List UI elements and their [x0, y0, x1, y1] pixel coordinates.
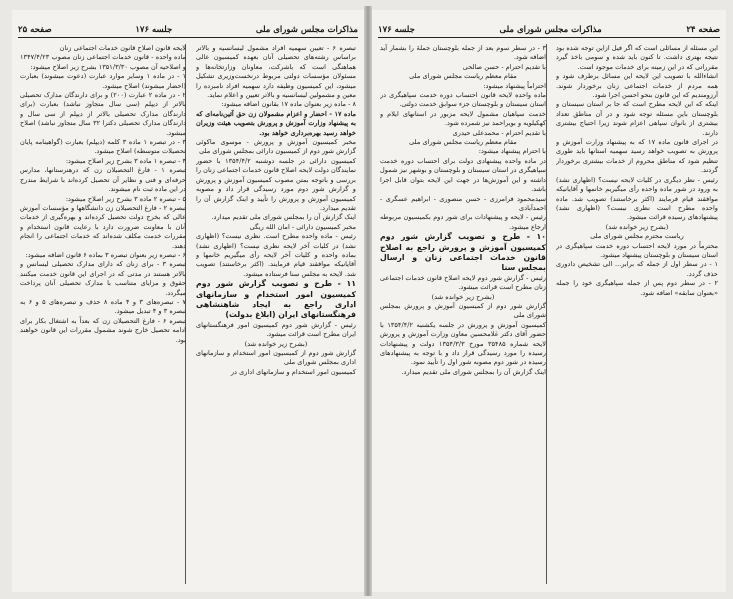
- right-session-label: جلسه ۱۷۶: [378, 25, 415, 35]
- paragraph: ۲ - در ماده ۲ عبارت (۲۰۰) و برای دارندگان مدارک تحصیلی بالاتر از دیپلم (سی سال متجاوز نباشد) بعبارت (برای دارندگان مدارک تحصیلی بالاتر از دیپلم از سی سال و دارندگان مدارک تحصیلی دکترا ۳۲ سال متجاوز نباشد) اصلاح میشود.: [20, 91, 186, 137]
- right-page-column-2: [380, 44, 546, 586]
- left-page-column-2: [20, 44, 186, 586]
- book-gutter: [364, 6, 372, 596]
- paragraph: ۴ - تبصره ۱ ماده ۳ بشرح زیر اصلاح میشود:: [65, 156, 186, 165]
- paragraph: اینک گزارش آن را بمجلس شورای ملی تقدیم میدارد.: [401, 367, 546, 376]
- paragraph: ۸ - ماده زیر بعنوان ماده ۱۷ بقانون اضافه میشود:: [221, 100, 356, 109]
- paragraph: مقام معظم ریاست مجلس شورای ملی: [409, 72, 517, 81]
- paragraph: احتراماً پیشنهاد میشود:: [483, 81, 546, 90]
- paragraph: تبصره ۱ - فارغ التحصیلان زن که درهنرستانها، مدارس حرفه‌ای و فنی و نظایر آن تحصیل کرده‌اند با شرایط مندرج در این ماده ثبت نام میشوند.: [20, 166, 186, 194]
- paragraph: در ماده واحده پیشنهادی دولت برای احتساب دوره خدمت سپاهیگری در استان سیستان و بلوچستان و بوشهر نیز شمول داشته و این آموزش‌ها در جهت این لایحه بتوان قابل اجرا باشد.: [380, 156, 546, 194]
- left-page-title: مذاکرات مجلس شورای ملی: [255, 25, 358, 35]
- left-session-label: جلسه ۱۷۶: [135, 25, 173, 35]
- paragraph: ۱ - در ماده ۱ وسایر موارد عبارت (دعوت میشوند) بعبارت (احضار میشوند) اصلاح میشود.: [20, 72, 186, 90]
- paragraph: با تقدیم احترام - حسن صالحی: [462, 62, 546, 71]
- paragraph: ۱ - در سطر اول از جمله که برابر... الی تشخیص دادوری حذف گردد.: [556, 260, 718, 278]
- paragraph: کمیسیون امور استخدام و سازمانهای اداری در: [230, 367, 356, 376]
- left-page-header: [18, 22, 358, 38]
- paragraph: مخبر کمیسیون دارائی - امان الله ریگی: [249, 222, 356, 231]
- right-page-header: [378, 22, 720, 38]
- paragraph: رئیس - نظر دیگری در کلیات لایحه نیست؟ (اظهاری نشد) به ورود در شور ماده واحده رأی میگیریم خانمها و آقایانیکه موافقند قیام فرمایند (اکثر برخاستند) تصویب شد. ماده واحده مطرح است نظری نیست؟ (اظهاری نشد) پیشنهادهای رسیده قرائت میشود.: [556, 175, 718, 222]
- paragraph: گزارش شور دوم از کمیسیون امور استخدام و سازمانهای اداری بمجلس شورای ملی: [196, 349, 356, 367]
- right-page-number: صفحه ۲۴: [686, 25, 720, 35]
- paragraph: ماده واحده - قانون خدمات اجتماعی زنان مصوب ۱۳۴۷/۴/۲۳ و اصلاحیه آن مصوب ۱۳۵۱/۳/۳۰ بشرح زیر اصلاح میشود:: [20, 53, 186, 71]
- paragraph: مقام معظم ریاست مجلس شورای ملی: [409, 138, 517, 147]
- paragraph: (بشرح زیر خوانده شد): [431, 292, 495, 301]
- paragraph: در اجرای قانون ماده ۱۷ که به پیشنهاد وزارت آموزش و پرورش به تصویب خواهد رسید سهمیه استانها باید طوری تنظیم شود که مناطق محروم از خدمات بیشتری برخوردار گردند.: [556, 138, 718, 175]
- paragraph: رئیس - ماده واحده مطرح است. نظری نیست؟ (اظهاری نشد) در کلیات آخر لایحه نظری نیست؟ (اظهاری نشد) بماده واحده و کلیات آخر لایحه رأی میگیریم خانمها و آقایانیکه موافقند قیام فرمایند. (اکثر برخاستند) تصویب شد. لایحه به مجلس سنا فرستاده میشود.: [196, 232, 356, 278]
- paragraph: انشاءالله با تصویب این لایحه این مسائل برطرف شود و همه مردم از خدمات اجتماعی زنان برخوردار شوند. آرزومندیم که این قانون بنحو احسن اجرا شود.: [556, 72, 718, 100]
- right-page: [372, 10, 726, 592]
- paragraph: ماده ۱۷ - احضار و اعزام مشمولان زن حق آئین‌نامه‌ای که به پیشنهاد وزارت آموزش و پرورش بتصویب هیئت وزیران خواهد رسید بهره‌برداری خواهد بود.: [196, 109, 356, 137]
- paragraph: تبصره ۶ - تعیین سهمیه افراد مشمول لیسانسیه و بالاتر براساس رشته‌های تحصیلی آنان بعهده کمیسیون عالی هماهنگی است که باشرکت، معاونان وزارتخانه‌ها و مسئولان مؤسسات دولتی مربوط درنخست‌وزیری تشکیل میشود، این کمیسیون وظیفه دارد سهمیه افراد نامبرده را معین و مشمولین لیسانسیه و بالاتر تعیین و اعلام نماید.: [196, 44, 356, 100]
- paragraph: ریاست محترم مجلس شورای ملی: [590, 232, 684, 241]
- section-heading: ۱۰ - طرح و تصویب گزارش شور دوم کمیسیون آموزش و پرورش راجع به اصلاح قانون خدمات اجتماعی زنان و ارسال بمجلس سنا: [380, 232, 546, 273]
- paragraph: ۷ - تبصره‌های ۳ و ۴ ماده ۸ حذف و تبصره‌های ۵ و ۶ به تبصره ۳ و ۴ تبدیل میشود.: [20, 297, 186, 316]
- left-page-number: صفحه ۲۵: [18, 25, 52, 35]
- paragraph: تبصره ۶ - فارغ التحصیلان زن که بعداً به اشتغال بکار برای ادامه تحصیل خارج شوند مشمول مقررات این قانون خواهند بود.: [20, 316, 186, 344]
- paragraph: (بشرح زیر خوانده شد): [605, 222, 669, 231]
- left-page: [12, 10, 364, 592]
- paragraph: این مسئله از مسائلی است که اگر فیل ازاین توجه شده بود نتیجه بهتری داشت. تا کنون باید شده و سومی باخذ گیرد مقرراتی که در این زمینه برای خدمات موجود است.: [556, 44, 718, 71]
- paragraph: با احترام پیشنهاد میشود:: [478, 147, 546, 156]
- paragraph: ۲ - در سطر دوم پس از جمله سپاهیگری خود را جمله «بعنوان سابقه» اضافه شود.: [556, 279, 718, 297]
- paragraph: ۳ - در تبصره ۱ ماده ۳ کلمه (دیپلم) بعبارت (گواهینامه پایان تحصیلات متوسطه) اصلاح میشود.: [20, 138, 186, 156]
- paragraph: تبصره ۳ - برای زنان که دارای مدارک تحصیلی لیسانس و بالاتر هستند در مدتی که در اجرای این قانون خدمت میکنند حقوق و مزایای متناسب با مدارک تحصیلی آنان پرداخت میگردد.: [20, 260, 186, 297]
- column-divider: [546, 44, 547, 584]
- paragraph: رئیس - گزارش شور دوم لایحه اصلاح قانون خدمات اجتماعی زنان مطرح است قرائت میشود.: [380, 273, 546, 292]
- paragraph: ۶ - تبصره زیر بعنوان تبصره ۳ بماده ۶ قانون اضافه میشود:: [25, 250, 186, 259]
- paragraph: با تقدیم احترام - محمدعلی حیدری: [452, 128, 546, 137]
- paragraph: کمیسیون آموزش و پرورش در جلسه یکشنبه ۱۳۵۴/۴/۲ با حضور آقای دکتر غلامحسین معاون وزارت آموزش و پرورش لایحه شماره ۳۵۴۸۵ مورخ ۱۳۵۴/۳/۳ دولت و پیشنهادات رسیده را مورد رسیدگی قرار داد و با توجه به پیشنهادهای رسیده در شور دوم مصوبه شور اول را تأیید نمود.: [380, 320, 546, 367]
- left-page-column-1: [196, 44, 356, 586]
- paragraph: خدمت سپاهیان مشمول لایحه مزبور در استانهای ایلام و کهکیلویه و بویراحمد نیز شمرده شود.: [380, 109, 546, 128]
- paragraph: تبصره ۲ - فارغ التحصیلان زن دانشگاهها و مؤسسات آموزش عالی که بخرج دولت تحصیل کرده‌اند و بهره‌گیری از خدمات آنان با معاونت ضرورت دارد با رعایت قانون استخدام و مقررات خدمت مکلف شده‌اند که خدمات اجتماعی را انجام دهند.: [20, 203, 186, 250]
- paragraph: سیدمحمود فرامرزی - حسن منصوری - ابراهیم عسگری - احمدآبادی: [380, 194, 546, 212]
- paragraph: اینکه که این لایحه مطرح است که جا بر استان سیستان و بلوچستان باین مسئله توجه شود و در آن مناطق تعداد بیشتری از بانوان سپاهی اعزام شوند زیرا احتیاج بیشتری دارند.: [556, 100, 718, 137]
- paragraph: مخبر کمیسیون آموزش و پرورش - موسوی ماکوئی گزارش شور دوم از کمیسیون دارائی بمجلس شورای ملی: [196, 138, 356, 156]
- paragraph: رئیس - گزارش شور دوم کمیسیون امور فرهنگستانهای ایران مطرح است قرائت میشود.: [196, 320, 356, 339]
- section-heading: ۱۱ - طرح و تصویب گزارش شور دوم کمیسیون امور استخدام و سازمانهای اداری راجع به ایجاد شاهنشاهی فرهنگستانهای ایران (ابلاغ بدولت): [196, 279, 356, 320]
- paragraph: گزارش شور دوم از کمیسیون آموزش و پرورش بمجلس شورای ملی: [380, 301, 546, 320]
- paragraph: اینک گزارش آن را بمجلس شورای ملی تقدیم میدارد.: [211, 213, 356, 222]
- paragraph: کمیسیون دارائی در جلسه دوشنبه ۱۳۵۴/۴/۲ با حضور نمایندگان دولت لایحه اصلاح قانون خدمات اجتماعی زنان را بررسی و باتوجه بمتن مصوب کمیسیون آموزش و پرورش و گزارش شور دوم مورد رسیدگی قرار داد و مصوبه کمیسیون آموزش و پرورش را تأیید و اینک گزارش آن را تقدیم میدارد.: [196, 156, 356, 212]
- paragraph: ۳ - در سطر سوم بعد از جمله بلوچستان جملهٔ را بشمار آید اضافه شود.: [380, 44, 546, 62]
- right-page-title: مذاکرات مجلس شورای ملی: [499, 25, 602, 35]
- right-page-column-1: [556, 44, 718, 586]
- paragraph: محترماً در مورد لایحه احتساب دوره خدمت سپاهیگری در استان سیستان و بلوچستان پیشنهاد میشود.: [556, 241, 718, 259]
- paragraph: رئیس - لایحه و پیشنهادات برای شور دوم بکمیسیون مربوطه ارجاع میشود.: [380, 213, 546, 231]
- paragraph: ماده واحده لایحه قانون احتساب دوره خدمت سپاهیگری در استان سیستان و بلوچستان جزء سوابق خدمت دولتی.: [380, 91, 546, 109]
- paragraph: ۵ - تبصره ۲ ماده ۳ بشرح زیر اصلاح میشود:: [65, 194, 186, 203]
- paragraph: (بشرح زیر خوانده شد): [244, 339, 308, 348]
- paragraph: لایحه قانون اصلاح قانون خدمات اجتماعی زنان: [59, 44, 186, 52]
